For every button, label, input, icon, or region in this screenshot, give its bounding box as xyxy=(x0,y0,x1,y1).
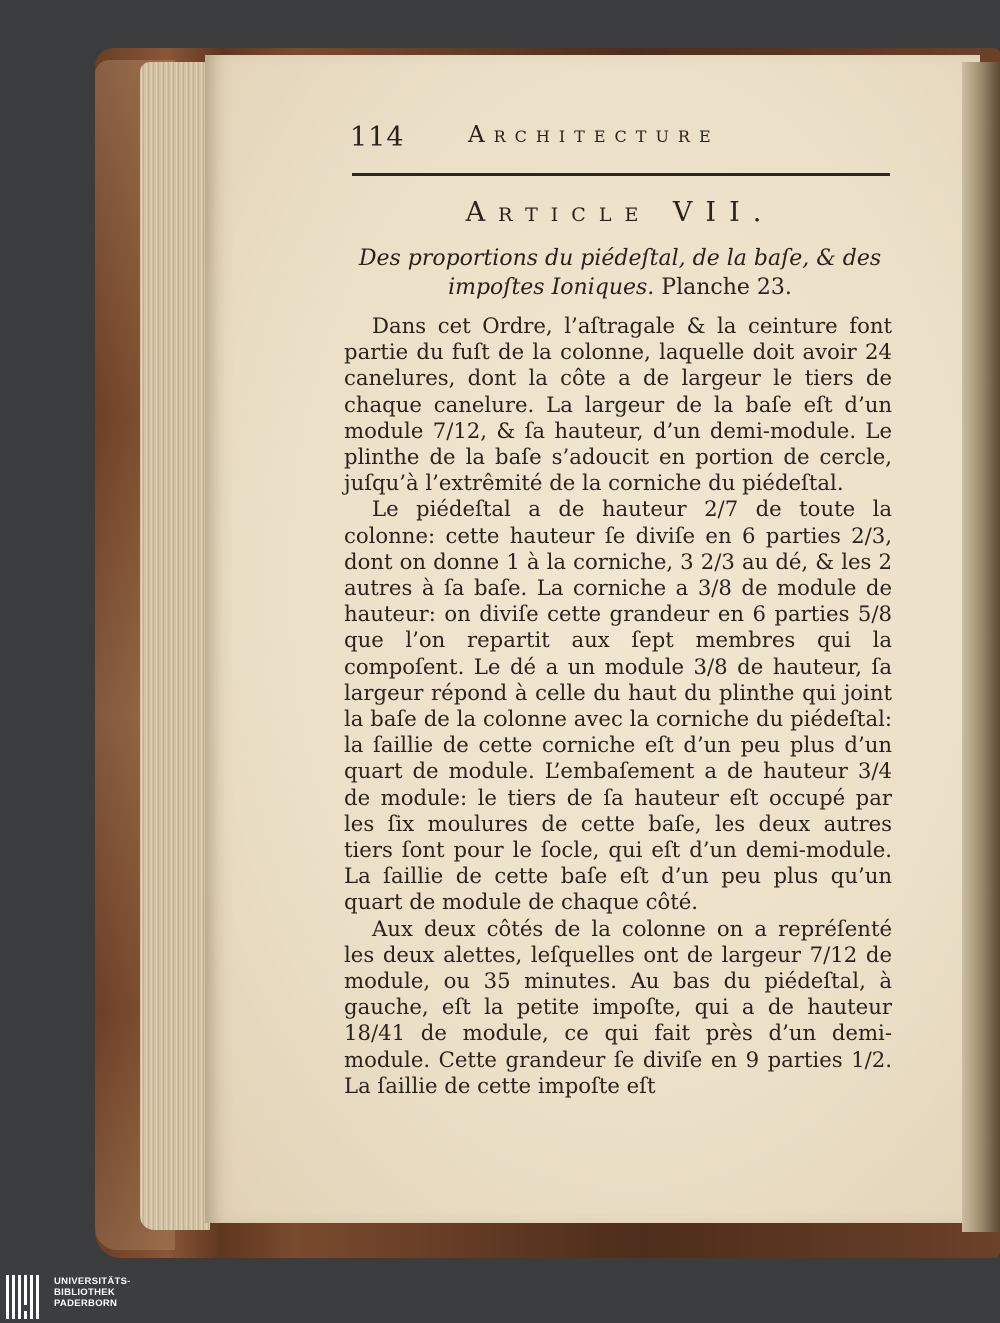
page-gutter xyxy=(962,62,1000,1232)
body-text xyxy=(344,313,892,1099)
plate-reference: Planche 23. xyxy=(661,275,792,300)
library-name xyxy=(54,1276,131,1309)
library-logo-icon xyxy=(6,1275,46,1319)
paragraph: Aux deux côtés de la colonne on a repréſenté les deux alettes, leſquelles ont de largeur 7/12 de module, ou 35 minutes. Au bas du piédeſtal, à gauche, eſt la petite impoſte, qui a de hauteur 18/41 de module, ce qui fait près d’un demi-module. Cette grandeur ſe diviſe en 9 parties 1/2. La ſaillie de cette impoſte eſt xyxy=(344,915,892,1098)
page-header xyxy=(350,122,890,162)
footer-bar xyxy=(0,1272,1000,1323)
running-head: Architecture xyxy=(468,122,720,148)
page-number: 114 xyxy=(350,122,405,153)
library-name-line: BIBLIOTHEK xyxy=(54,1287,116,1298)
library-name-line: PADERBORN xyxy=(54,1298,118,1309)
paragraph: Dans cet Ordre, l’aſtragale & la ceinture font partie du fuſt de la colonne, laquelle doit avoir 24 canelures, dont la côte a de largeur le tiers de chaque canelure. La largeur de la baſe eſt d’un module 7/12, & ſa hauteur, d’un demi-module. Le plinthe de la baſe s’adoucit en portion de cercle, juſqu’à l’extrêmité de la corniche du piédeſtal. xyxy=(344,313,892,496)
library-name-line: UNIVERSITÄTS- xyxy=(54,1276,131,1287)
subtitle-text: Des proportions du piédeſtal, de la baſe, & des impoſtes Ioniques. xyxy=(358,246,882,300)
article-subtitle xyxy=(348,244,892,302)
article-title: Article VII. xyxy=(465,197,775,228)
page-edges xyxy=(140,62,210,1230)
paragraph: Le piédeſtal a de hauteur 2/7 de toute la colonne: cette hauteur ſe diviſe en 6 parties 2/3, dont on donne 1 à la corniche, 3 2/3 au dé, & les 2 autres à ſa baſe. La corniche a 3/8 de module de hauteur: on diviſe cette grandeur en 6 parties 5/8 que l’on repartit aux ſept membres qui la compoſent. Le dé a un module 3/8 de hauteur, ſa largeur répond à celle du haut du plinthe qui joint la baſe de la colonne avec la corniche du piédeſtal: la ſaillie de cette corniche eſt d’un peu plus d’un quart de module. L’embaſement a de hauteur 3/4 de module: le tiers de ſa hauteur eſt occupé par les ſix moulures de cette baſe, les deux autres tiers ſont pour le ſocle, qui eſt d’un demi-module. La ſaillie de cette baſe eſt d’un peu plus qu’un quart de module de chaque côté. xyxy=(344,496,892,915)
header-rule xyxy=(352,173,890,176)
